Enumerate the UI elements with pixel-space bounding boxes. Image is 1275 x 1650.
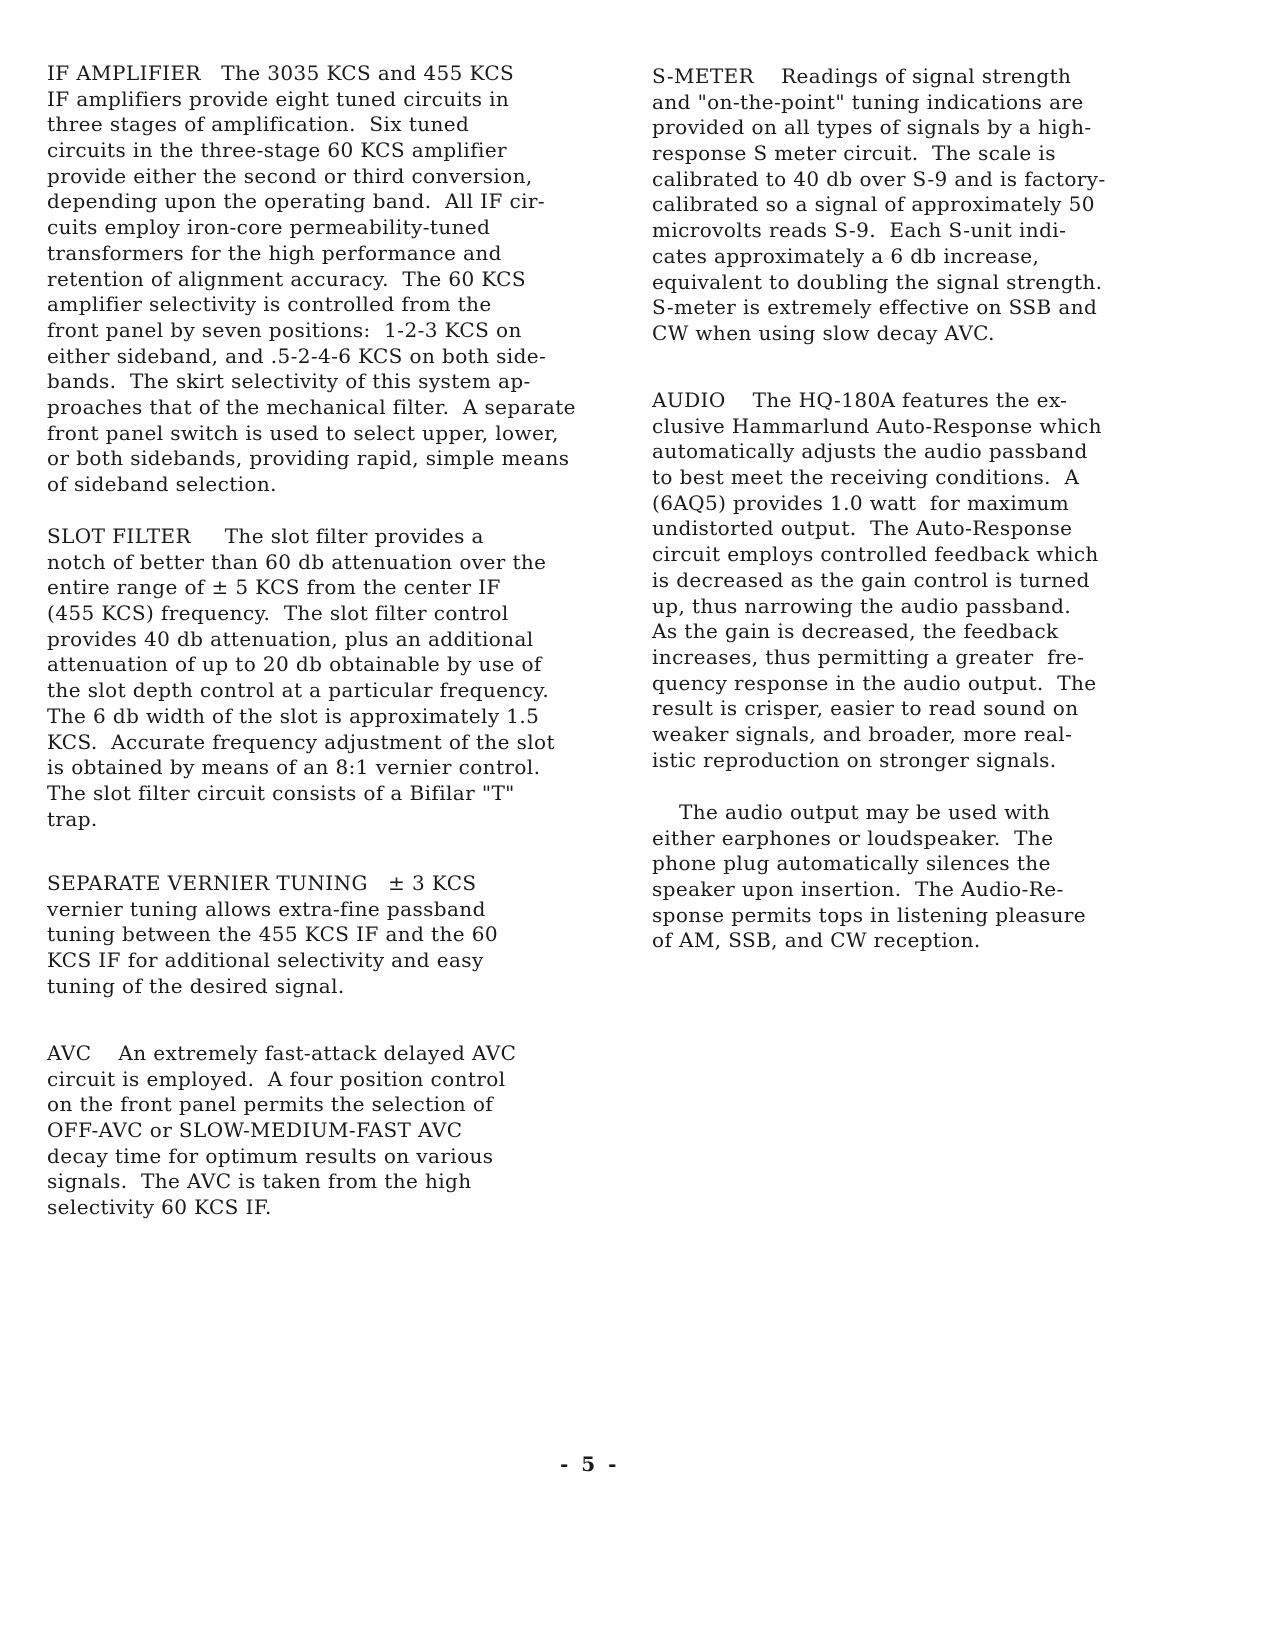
text-line: depending upon the operating band. All IF cir- — [47, 189, 546, 214]
text-line: cuits employ iron-core permeability-tuned — [47, 215, 491, 240]
text-line: provides 40 db attenuation, plus an additional — [47, 626, 534, 651]
text-line: of sideband selection. — [47, 472, 277, 496]
s-meter-section — [652, 64, 1106, 347]
text-line: phone plug automatically silences the — [652, 851, 1051, 876]
text-line: istic reproduction on stronger signals. — [652, 747, 1057, 772]
avc-section — [47, 1041, 516, 1221]
text-line: front panel by seven positions: 1-2-3 KCS on — [47, 317, 522, 342]
text-line: tuning between the 455 KCS IF and the 60 — [47, 922, 499, 947]
text-line: notch of better than 60 db attenuation over the — [47, 549, 547, 574]
text-line: amplifier selectivity is controlled from the — [47, 292, 492, 317]
text-line: vernier tuning allows extra-fine passband — [47, 896, 486, 921]
text-line: circuit is employed. A four position control — [47, 1066, 506, 1091]
text-line: SEPARATE VERNIER TUNING ± 3 KCS — [47, 871, 477, 895]
text-line: result is crisper, easier to read sound on — [652, 696, 1079, 721]
text-line: weaker signals, and broader, more real- — [652, 721, 1073, 746]
text-line: entire range of ± 5 KCS from the center IF — [47, 575, 501, 600]
text-line: three stages of amplification. Six tuned — [47, 112, 470, 137]
text-line: cates approximately a 6 db increase, — [652, 243, 1040, 268]
if-amplifier-section — [47, 61, 576, 498]
text-line: provided on all types of signals by a high- — [652, 115, 1092, 140]
text-line: or both sidebands, providing rapid, simple means — [47, 446, 570, 471]
text-line: quency response in the audio output. The — [652, 670, 1097, 695]
text-line: increases, thus permitting a greater fre- — [652, 644, 1085, 669]
text-line: response S meter circuit. The scale is — [652, 141, 1056, 166]
text-line: on the front panel permits the selection of — [47, 1092, 494, 1117]
text-line: IF amplifiers provide eight tuned circuits in — [47, 86, 510, 111]
text-line: AVC An extremely fast-attack delayed AVC — [47, 1041, 517, 1065]
text-line: provide either the second or third conversion, — [47, 163, 533, 188]
text-line: (455 KCS) frequency. The slot filter control — [47, 601, 509, 626]
text-line: speaker upon insertion. The Audio-Re- — [652, 877, 1064, 902]
text-line: (6AQ5) provides 1.0 watt for maximum — [652, 490, 1070, 515]
text-line: AUDIO The HQ-180A features the ex- — [652, 388, 1068, 412]
text-line: transformers for the high performance and — [47, 240, 502, 265]
text-line: decay time for optimum results on various — [47, 1143, 494, 1168]
text-line: is obtained by means of an 8:1 vernier control. — [47, 755, 541, 780]
text-line: signals. The AVC is taken from the high — [47, 1169, 472, 1194]
text-line: undistorted output. The Auto-Response — [652, 516, 1073, 541]
text-line: up, thus narrowing the audio passband. — [652, 593, 1072, 618]
text-line: automatically adjusts the audio passband — [652, 439, 1088, 464]
text-line: IF AMPLIFIER The 3035 KCS and 455 KCS — [47, 61, 515, 85]
text-line: KCS. Accurate frequency adjustment of the slot — [47, 729, 555, 754]
text-line: calibrated to 40 db over S-9 and is factory- — [652, 166, 1106, 191]
text-line: selectivity 60 KCS IF. — [47, 1195, 272, 1220]
text-line: is decreased as the gain control is turned — [652, 567, 1090, 592]
text-line: microvolts reads S-9. Each S-unit indi- — [652, 218, 1067, 243]
text-line: the slot depth control at a particular frequency. — [47, 678, 550, 703]
text-line: circuit employs controlled feedback which — [652, 542, 1099, 567]
text-line: CW when using slow decay AVC. — [652, 320, 995, 345]
text-line: sponse permits tops in listening pleasure — [652, 902, 1086, 927]
text-line: calibrated so a signal of approximately 50 — [652, 192, 1095, 217]
text-line: OFF-AVC or SLOW-MEDIUM-FAST AVC — [47, 1118, 463, 1143]
text-line: tuning of the desired signal. — [47, 973, 345, 998]
text-line: clusive Hammarlund Auto-Response which — [652, 413, 1102, 438]
text-line: KCS IF for additional selectivity and easy — [47, 948, 484, 973]
text-line: retention of alignment accuracy. The 60 KCS — [47, 266, 526, 291]
text-line: trap. — [47, 806, 98, 831]
text-line: proaches that of the mechanical filter. A separate — [47, 394, 576, 419]
text-line: either sideband, and .5-2-4-6 KCS on both side- — [47, 343, 547, 368]
text-line: SLOT FILTER The slot filter provides a — [47, 524, 484, 548]
text-line: S-METER Readings of signal strength — [652, 64, 1072, 88]
text-line: of AM, SSB, and CW reception. — [652, 928, 981, 953]
text-line: As the gain is decreased, the feedback — [652, 619, 1059, 644]
text-line: to best meet the receiving conditions. A — [652, 465, 1080, 490]
text-line: and "on-the-point" tuning indications are — [652, 89, 1084, 114]
text-line: The 6 db width of the slot is approximately 1.5 — [47, 703, 540, 728]
text-line: The audio output may be used with — [652, 800, 1051, 824]
page-number: - 5 - — [560, 1452, 620, 1476]
slot-filter-section — [47, 524, 555, 832]
text-line: bands. The skirt selectivity of this system ap- — [47, 369, 531, 394]
audio-output-section — [652, 800, 1086, 954]
audio-section — [652, 388, 1102, 773]
text-line: either earphones or loudspeaker. The — [652, 825, 1054, 850]
text-line: front panel switch is used to select upper, lower, — [47, 420, 559, 445]
text-line: equivalent to doubling the signal strength. — [652, 269, 1103, 294]
text-line: The slot filter circuit consists of a Bifilar "T" — [47, 780, 515, 805]
text-line: circuits in the three-stage 60 KCS amplifier — [47, 138, 508, 163]
vernier-tuning-section — [47, 871, 498, 999]
text-line: attenuation of up to 20 db obtainable by use of — [47, 652, 542, 677]
text-line: S-meter is extremely effective on SSB and — [652, 295, 1098, 320]
